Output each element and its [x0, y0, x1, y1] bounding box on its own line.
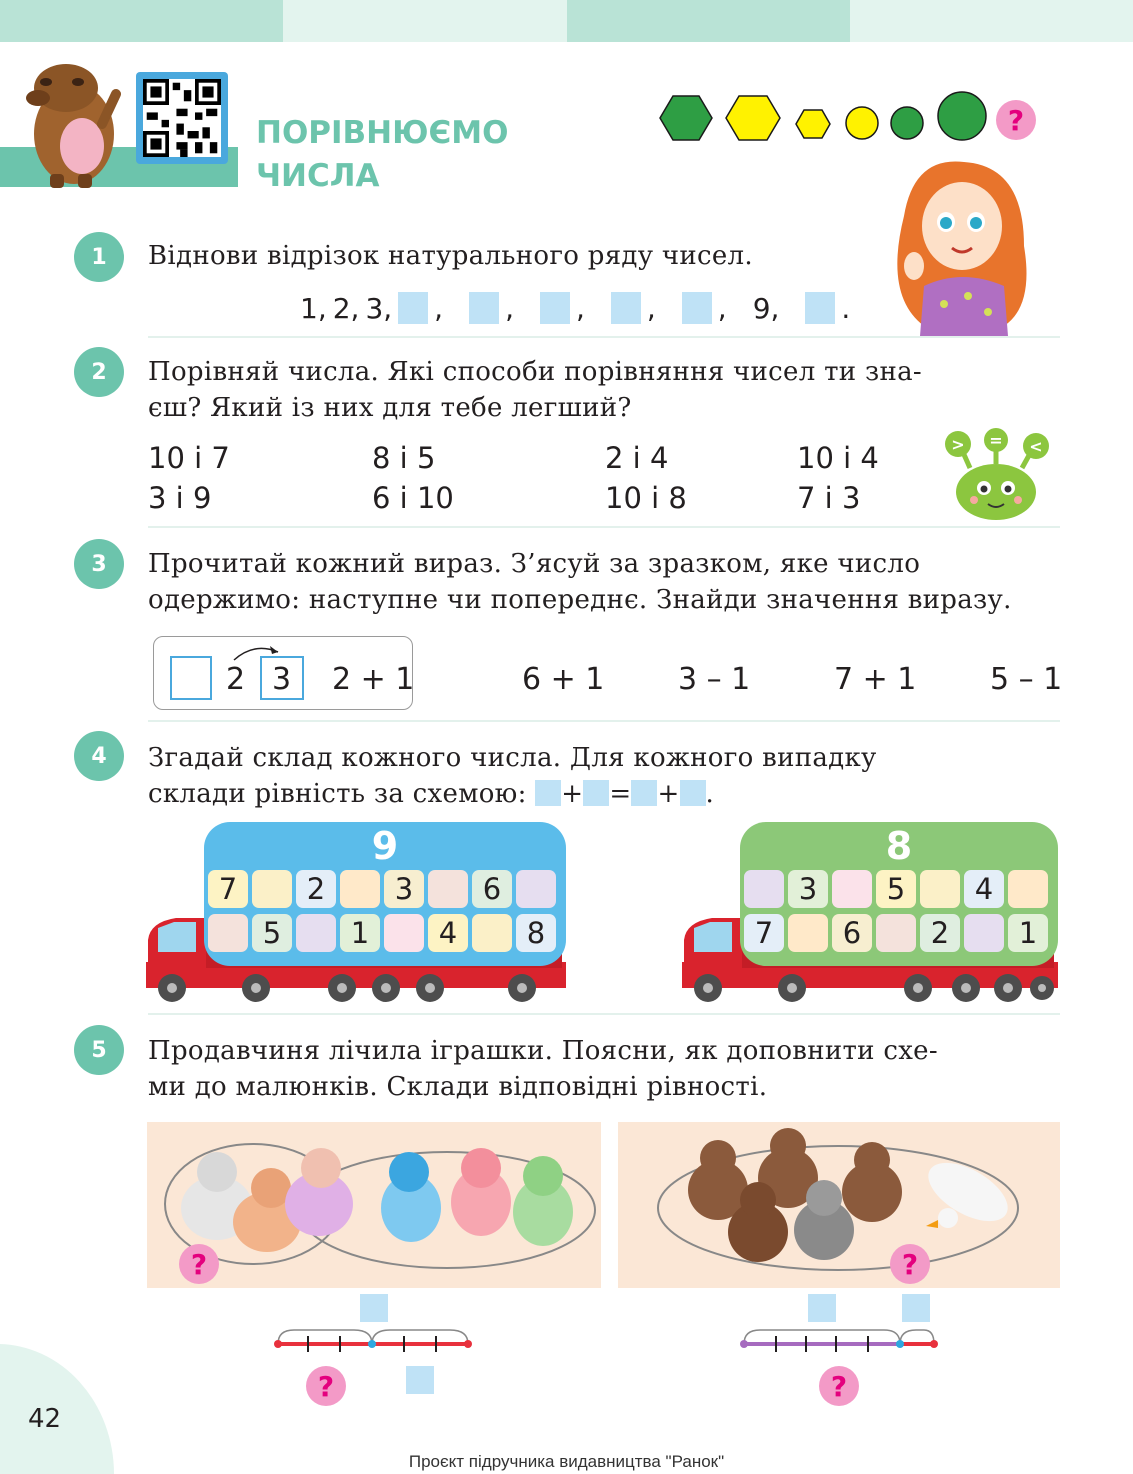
- truck-cell[interactable]: [252, 870, 292, 908]
- truck-cell[interactable]: [472, 914, 512, 952]
- pair-column-4: [797, 438, 879, 518]
- expression: 7 + 1: [834, 662, 917, 697]
- toys-bears-goose-picture: [618, 1122, 1060, 1288]
- seq-end: .: [841, 291, 851, 325]
- pair-column-3: [605, 438, 687, 518]
- task-3-line1: Прочитай кожний вираз. З’ясуй за зразком, яке число: [148, 549, 921, 579]
- truck-cell: 3: [788, 870, 828, 908]
- separator: [148, 526, 1060, 528]
- task-2-number: 2: [74, 347, 124, 397]
- truck-eight: [682, 822, 1058, 1006]
- teddy-bears-illustration: [618, 1122, 1060, 1288]
- pair-item: 6 і 10: [372, 481, 454, 515]
- truck-nine: [146, 822, 566, 1006]
- task-4-line1: Згадай склад кожного числа. Для кожного випадку: [148, 743, 877, 773]
- seq-comma: ,: [717, 291, 727, 325]
- hexagon-small-yellow-icon: [796, 110, 830, 138]
- truck-cell[interactable]: [876, 914, 916, 952]
- separator: [148, 336, 1060, 338]
- sample-answer-box[interactable]: [170, 656, 212, 700]
- truck-eight-grid: [744, 870, 1048, 952]
- truck-cell[interactable]: [340, 870, 380, 908]
- truck-cell: 1: [1008, 914, 1048, 952]
- circle-large-green-icon: [938, 92, 986, 140]
- truck-cell[interactable]: [516, 870, 556, 908]
- pair-item: 10 і 7: [148, 441, 230, 475]
- truck-cell[interactable]: [920, 870, 960, 908]
- task-3-line2: одержимо: наступне чи попереднє. Знайди значення виразу.: [148, 585, 1012, 615]
- truck-cell: 6: [472, 870, 512, 908]
- truck-cell: 7: [744, 914, 784, 952]
- task-5-line1: Продавчиня лічила іграшки. Поясни, як доповнити схе-: [148, 1036, 938, 1066]
- truck-cell[interactable]: [208, 914, 248, 952]
- truck-cell: 4: [428, 914, 468, 952]
- pair-item: 8 і 5: [372, 441, 436, 475]
- shape-question-mark: ?: [996, 100, 1036, 140]
- task-5-line2: ми до малюнків. Склади відповідні рівності.: [148, 1072, 768, 1102]
- seq-comma: ,: [646, 291, 656, 325]
- truck-cell[interactable]: [1008, 870, 1048, 908]
- truck-cell[interactable]: [428, 870, 468, 908]
- task-2-line2: єш? Який із них для тебе легший?: [148, 393, 632, 423]
- scheme-blank-top[interactable]: [808, 1294, 836, 1322]
- truck-eight-title: 8: [885, 824, 913, 868]
- monster-sign-lt: <: [1029, 437, 1043, 456]
- seq-num-2: 2,: [332, 291, 360, 325]
- page-title-line2: ЧИСЛА: [256, 158, 380, 194]
- truck-cell: 4: [964, 870, 1004, 908]
- expression: 3 – 1: [678, 662, 751, 697]
- scheme-equals: =: [609, 779, 632, 809]
- page-number: 42: [28, 1404, 62, 1434]
- scheme-blank-cell[interactable]: [535, 780, 561, 806]
- truck-nine-title: 9: [371, 824, 399, 868]
- seq-num-1: 1,: [300, 291, 327, 325]
- truck-cell: 2: [920, 914, 960, 952]
- scheme-plus: +: [561, 779, 584, 809]
- pair-item: 7 і 3: [797, 481, 861, 515]
- seq-comma: ,: [505, 291, 514, 325]
- seq-blank-cell[interactable]: [682, 292, 712, 324]
- truck-cell: 3: [384, 870, 424, 908]
- truck-cell: 7: [208, 870, 248, 908]
- circle-small-yellow-icon: [846, 107, 878, 139]
- toys-dogs-cats-picture: [147, 1122, 601, 1288]
- number-sequence: [300, 288, 850, 328]
- scheme-blank-cell[interactable]: [583, 780, 609, 806]
- truck-cell[interactable]: [964, 914, 1004, 952]
- seq-blank-cell[interactable]: [540, 292, 570, 324]
- number-segment-scheme-2: [740, 1326, 940, 1362]
- circle-small-green-icon: [891, 107, 923, 139]
- truck-nine-grid: [208, 870, 556, 952]
- seq-num-3: 3,: [365, 291, 393, 325]
- truck-cell[interactable]: [744, 870, 784, 908]
- sample-next-number: 3: [272, 662, 292, 697]
- truck-cell: 6: [832, 914, 872, 952]
- number-segment-scheme-1: [274, 1326, 474, 1362]
- seq-num-9: 9,: [752, 291, 780, 325]
- sample-number: 2: [226, 662, 246, 697]
- task-5-number: 5: [74, 1025, 124, 1075]
- scheme-blank-cell[interactable]: [680, 780, 706, 806]
- truck-cell[interactable]: [788, 914, 828, 952]
- publisher-credit: Проєкт підручника видавництва "Ранок": [408, 1452, 725, 1471]
- comparison-monster-illustration: [940, 428, 1052, 522]
- seq-blank-cell[interactable]: [611, 292, 641, 324]
- girl-illustration: [884, 156, 1034, 336]
- expression: 5 – 1: [990, 662, 1063, 697]
- monster-sign-eq: =: [989, 431, 1003, 450]
- task-1-text: Віднови відрізок натурального ряду чисел.: [148, 241, 753, 271]
- task-4-line2: [148, 776, 714, 812]
- question-mark: ?: [890, 1244, 930, 1284]
- hexagon-large-green-icon: [660, 96, 712, 140]
- seq-blank-cell[interactable]: [398, 292, 428, 324]
- pair-item: 2 і 4: [605, 441, 669, 475]
- scheme-blank-top[interactable]: [360, 1294, 388, 1322]
- top-band-4: [850, 0, 1133, 42]
- scheme-blank-top[interactable]: [902, 1294, 930, 1322]
- scheme-plus: +: [657, 779, 680, 809]
- task-2-line1: Порівняй числа. Які способи порівняння чисел ти зна-: [148, 357, 922, 387]
- hexagon-large-yellow-icon: [726, 96, 780, 140]
- page-title: [256, 112, 508, 198]
- truck-cell: 2: [296, 870, 336, 908]
- monster-sign-gt: >: [951, 435, 965, 454]
- truck-cell[interactable]: [384, 914, 424, 952]
- seq-comma: ,: [575, 291, 585, 325]
- pair-item: 10 і 4: [797, 441, 879, 475]
- task-3-number: 3: [74, 539, 124, 589]
- pair-column-1: [148, 438, 230, 518]
- separator: [148, 720, 1060, 722]
- truck-cell[interactable]: [296, 914, 336, 952]
- truck-cell: 5: [252, 914, 292, 952]
- truck-cell[interactable]: [832, 870, 872, 908]
- scheme-blank-bottom[interactable]: [406, 1366, 434, 1394]
- seq-comma: ,: [434, 291, 444, 325]
- scheme-blank-cell[interactable]: [631, 780, 657, 806]
- pair-column-2: [372, 438, 454, 518]
- sample-expression: 2 + 1: [332, 662, 415, 697]
- top-band-2: [283, 0, 567, 42]
- shape-pattern: [656, 88, 1046, 148]
- top-band-3: [567, 0, 850, 42]
- qr-code-icon: [143, 79, 221, 157]
- seq-blank-cell[interactable]: [805, 292, 835, 324]
- truck-cell: 8: [516, 914, 556, 952]
- question-mark: ?: [819, 1366, 859, 1406]
- question-mark: ?: [179, 1244, 219, 1284]
- scheme-end: .: [705, 779, 715, 809]
- expression: 6 + 1: [522, 662, 605, 697]
- task-4-number: 4: [74, 731, 124, 781]
- question-mark: ?: [306, 1366, 346, 1406]
- qr-code[interactable]: [136, 72, 228, 164]
- capybara-illustration: [18, 54, 130, 190]
- top-band-1: [0, 0, 283, 42]
- page-title-line1: ПОРІВНЮЄМО: [256, 115, 509, 151]
- task-4-line2-text: склади рівність за схемою:: [148, 779, 527, 809]
- separator: [148, 1013, 1060, 1015]
- truck-cell: 1: [340, 914, 380, 952]
- seq-blank-cell[interactable]: [469, 292, 499, 324]
- pair-item: 10 і 8: [605, 481, 687, 515]
- task-1-number: 1: [74, 232, 124, 282]
- truck-cell: 5: [876, 870, 916, 908]
- pair-item: 3 і 9: [148, 481, 212, 515]
